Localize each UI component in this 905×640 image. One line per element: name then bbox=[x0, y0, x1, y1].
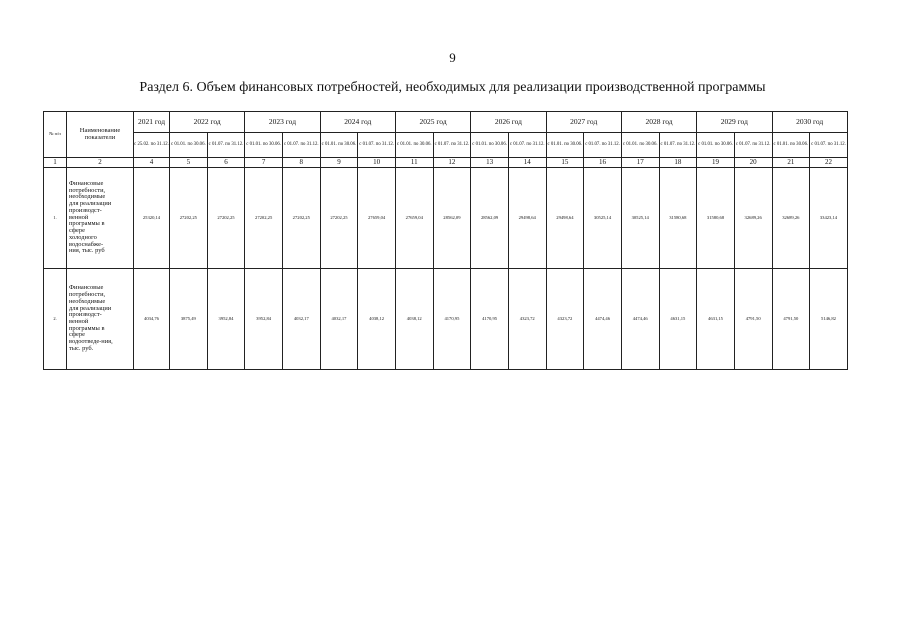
column-number: 17 bbox=[621, 158, 659, 168]
column-number: 21 bbox=[772, 158, 810, 168]
header-period: с 01.01. по 30.06. bbox=[621, 133, 659, 158]
value-cell: 31580,68 bbox=[659, 168, 697, 269]
page-number: 9 bbox=[449, 50, 456, 65]
header-year: 2024 год bbox=[320, 112, 395, 133]
header-year: 2028 год bbox=[621, 112, 696, 133]
header-period: с 25.02. по 31.12. bbox=[134, 133, 170, 158]
value-cell: 4032,17 bbox=[282, 269, 320, 370]
column-number: 12 bbox=[433, 158, 471, 168]
value-cell: 3952,84 bbox=[245, 269, 283, 370]
header-year: 2023 год bbox=[245, 112, 320, 133]
value-cell: 4791,50 bbox=[734, 269, 772, 370]
column-number: 19 bbox=[697, 158, 735, 168]
header-period: с 01.07. по 31.12. bbox=[810, 133, 848, 158]
header-year: 2022 год bbox=[170, 112, 245, 133]
value-cell: 4034,76 bbox=[134, 269, 170, 370]
table-row bbox=[44, 168, 848, 269]
value-cell: 28562,09 bbox=[433, 168, 471, 269]
financial-needs-table bbox=[43, 111, 848, 370]
value-cell: 28562,09 bbox=[471, 168, 509, 269]
value-cell: 4631,15 bbox=[659, 269, 697, 370]
column-number: 10 bbox=[358, 158, 396, 168]
value-cell: 5146,82 bbox=[810, 269, 848, 370]
header-period: с 01.07. по 31.12. bbox=[508, 133, 546, 158]
value-cell: 4474,46 bbox=[621, 269, 659, 370]
value-cell: 30525,14 bbox=[584, 168, 622, 269]
header-period: с 01.07. по 31.12. bbox=[584, 133, 622, 158]
column-number: 11 bbox=[395, 158, 433, 168]
header-period: с 01.07. по 31.12. bbox=[358, 133, 396, 158]
value-cell: 27659,04 bbox=[395, 168, 433, 269]
table-row bbox=[44, 269, 848, 370]
value-cell: 3952,84 bbox=[207, 269, 245, 370]
column-number: 15 bbox=[546, 158, 584, 168]
header-period: с 01.07. по 31.12. bbox=[207, 133, 245, 158]
value-cell: 4032,17 bbox=[320, 269, 358, 370]
column-number: 4 bbox=[134, 158, 170, 168]
value-cell: 25320,14 bbox=[134, 168, 170, 269]
column-number: 5 bbox=[170, 158, 208, 168]
column-number: 1 bbox=[44, 158, 67, 168]
value-cell: 32689,26 bbox=[772, 168, 810, 269]
value-cell: 32689,26 bbox=[734, 168, 772, 269]
row-name: Финансовые потребности, необходимые для реализации производст- венной программы в сфере холодного водоснабже- ния, тыс. руб bbox=[67, 168, 134, 269]
header-no: № п/п bbox=[44, 112, 67, 158]
header-period: с 01.01. по 30.06. bbox=[772, 133, 810, 158]
column-number: 13 bbox=[471, 158, 509, 168]
column-number: 7 bbox=[245, 158, 283, 168]
header-period: с 01.01. по 30.06. bbox=[320, 133, 358, 158]
column-number: 22 bbox=[810, 158, 848, 168]
value-cell: 27202,25 bbox=[320, 168, 358, 269]
value-cell: 4474,46 bbox=[584, 269, 622, 370]
value-cell: 4170,95 bbox=[471, 269, 509, 370]
row-index: 1. bbox=[44, 168, 67, 269]
value-cell: 27202,25 bbox=[170, 168, 208, 269]
value-cell: 4038,12 bbox=[358, 269, 396, 370]
column-number: 14 bbox=[508, 158, 546, 168]
value-cell: 4791,50 bbox=[772, 269, 810, 370]
value-cell: 27202,25 bbox=[207, 168, 245, 269]
header-period: с 01.01. по 30.06. bbox=[546, 133, 584, 158]
row-name: Финансовые потребности, необходимые для реализации производст- венной программы в сфере водоотведе-ния, тыс. руб. bbox=[67, 269, 134, 370]
header-name: Наименование показатели bbox=[67, 112, 134, 158]
header-period: с 01.01. по 30.06. bbox=[395, 133, 433, 158]
header-period: с 01.07. по 31.12. bbox=[734, 133, 772, 158]
value-cell: 4323,72 bbox=[546, 269, 584, 370]
column-number: 20 bbox=[734, 158, 772, 168]
value-cell: 30525,14 bbox=[621, 168, 659, 269]
header-period: с 01.01. по 30.06. bbox=[170, 133, 208, 158]
value-cell: 27659,04 bbox=[358, 168, 396, 269]
value-cell: 33423,14 bbox=[810, 168, 848, 269]
header-period: с 01.01. по 30.06. bbox=[697, 133, 735, 158]
header-period: с 01.01. по 30.06. bbox=[245, 133, 283, 158]
column-number: 8 bbox=[282, 158, 320, 168]
value-cell: 4170,95 bbox=[433, 269, 471, 370]
column-number: 18 bbox=[659, 158, 697, 168]
header-year: 2026 год bbox=[471, 112, 546, 133]
header-year: 2027 год bbox=[546, 112, 621, 133]
value-cell: 29498,64 bbox=[508, 168, 546, 269]
section-title: Раздел 6. Объем финансовых потребностей, необходимых для реализации производственной программы bbox=[139, 80, 766, 95]
column-number: 2 bbox=[67, 158, 134, 168]
value-cell: 4631,15 bbox=[697, 269, 735, 370]
header-period: с 01.07. по 31.12. bbox=[433, 133, 471, 158]
row-index: 2. bbox=[44, 269, 67, 370]
header-period: с 01.01. по 30.06. bbox=[471, 133, 509, 158]
value-cell: 4323,72 bbox=[508, 269, 546, 370]
header-year: 2021 год bbox=[134, 112, 170, 133]
header-year: 2030 год bbox=[772, 112, 847, 133]
header-year: 2025 год bbox=[395, 112, 470, 133]
value-cell: 31580,68 bbox=[697, 168, 735, 269]
column-number: 9 bbox=[320, 158, 358, 168]
value-cell: 29498,64 bbox=[546, 168, 584, 269]
value-cell: 3875,49 bbox=[170, 269, 208, 370]
header-period: с 01.07. по 31.12. bbox=[659, 133, 697, 158]
column-number: 16 bbox=[584, 158, 622, 168]
value-cell: 27202,25 bbox=[245, 168, 283, 269]
value-cell: 4038,12 bbox=[395, 269, 433, 370]
value-cell: 27202,25 bbox=[282, 168, 320, 269]
column-number: 6 bbox=[207, 158, 245, 168]
header-year: 2029 год bbox=[697, 112, 772, 133]
header-period: с 01.07. по 31.12. bbox=[282, 133, 320, 158]
